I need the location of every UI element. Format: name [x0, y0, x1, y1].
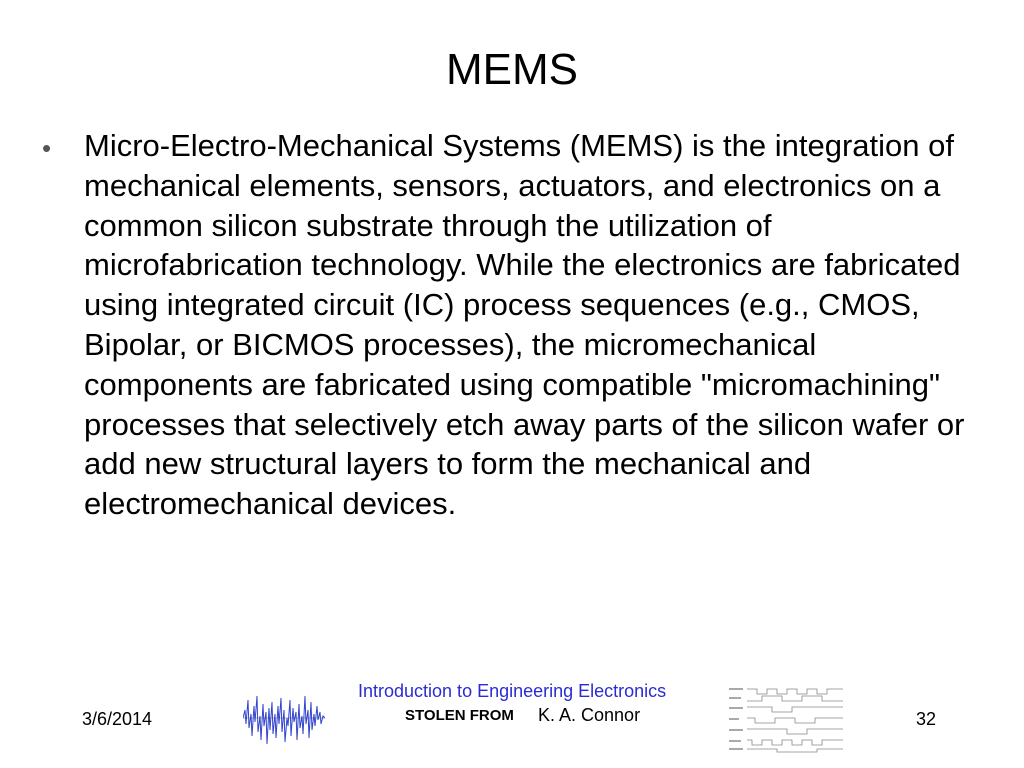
footer-author: K. A. Connor — [538, 705, 641, 725]
noise-signal-graphic — [243, 688, 325, 748]
footer-stolen-label: STOLEN FROM — [405, 707, 514, 724]
timing-diagram-graphic — [727, 685, 845, 753]
page-number: 32 — [916, 709, 937, 729]
slide-title: MEMS — [446, 45, 578, 94]
footer-date: 3/6/2014 — [82, 709, 153, 729]
bullet-text: Micro-Electro-Mechanical Systems (MEMS) is the integration of mechanical elements, sensors, actuators, and electronics on a common silicon substrate through the utilization of microfabrication technology. While the electronics are fabricated using integrated circuit (IC) process sequences (e.g., CMOS, Bipolar, or BICMOS processes), the micromechanical components are fabricated using compatible "micromachining" processes that selectively etch away parts of the silicon wafer or add new structural layers to form the mechanical and electromechanical devices. — [84, 128, 965, 522]
bullet-marker: • — [42, 133, 52, 163]
footer-course-title: Introduction to Engineering Electronics — [358, 681, 667, 701]
